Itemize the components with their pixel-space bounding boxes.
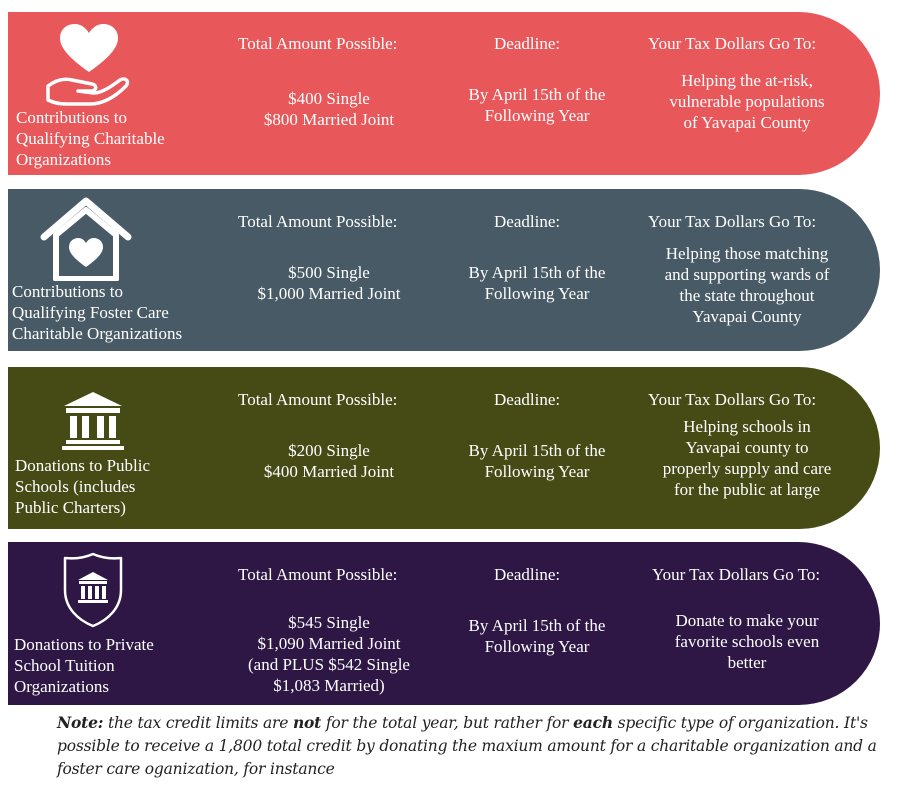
private-school-tuition-row <box>8 542 880 705</box>
goto-line: Donate to make your <box>675 611 819 630</box>
deadline-line: Following Year <box>484 462 590 481</box>
deadline-line: By April 15th of the <box>468 616 606 635</box>
goto-value <box>642 243 852 327</box>
goto-line: Helping the at-risk, <box>681 71 813 90</box>
org-line: Charitable Organizations <box>12 324 183 343</box>
goto-line: Yavapai County <box>692 307 802 326</box>
amount-line: $1,090 Married Joint <box>257 634 401 653</box>
amount-line: $400 Married Joint <box>263 462 395 481</box>
deadline-line: Following Year <box>484 637 590 656</box>
deadline-header: Deadline: <box>494 212 561 231</box>
org-line: Contributions to <box>16 108 127 127</box>
org-name <box>16 107 165 170</box>
deadline-header: Deadline: <box>494 34 561 53</box>
goto-line: for the public at large <box>673 480 821 499</box>
amount-line: $545 Single <box>288 613 370 632</box>
amount-header: Total Amount Possible: <box>238 565 398 584</box>
goto-header: Your Tax Dollars Go To: <box>648 34 817 53</box>
private-school-crest-icon <box>62 552 124 628</box>
goto-line: favorite schools even <box>674 632 820 651</box>
org-line: Public Charters) <box>15 498 126 517</box>
amount-line: $400 Single <box>288 89 370 108</box>
amount-line: $500 Single <box>288 263 370 282</box>
amount-value <box>224 262 434 304</box>
goto-line: of Yavapai County <box>683 113 811 132</box>
amount-value <box>224 440 434 482</box>
footnote <box>57 711 887 781</box>
goto-line: vulnerable populations <box>669 92 825 111</box>
deadline-line: Following Year <box>484 106 590 125</box>
goto-line: Helping schools in <box>683 417 811 436</box>
org-line: Schools (includes <box>15 477 136 496</box>
amount-line: (and PLUS $542 Single <box>248 655 410 674</box>
note-text: specific type of organization. It's possible to receive a 1,800 total credit by donating the maxium amount for a charitable organization and a foster care oganization, for instance <box>57 714 877 778</box>
org-line: Qualifying Foster Care <box>12 303 169 322</box>
goto-line: and supporting wards of <box>664 265 830 284</box>
public-schools-row <box>8 367 880 529</box>
deadline-header: Deadline: <box>494 390 561 409</box>
amount-line: $800 Married Joint <box>263 110 395 129</box>
public-building-icon <box>62 392 124 450</box>
charitable-organizations-row <box>8 12 880 175</box>
deadline-line: By April 15th of the <box>468 85 606 104</box>
goto-header: Your Tax Dollars Go To: <box>652 565 821 584</box>
heart-in-hand-icon <box>46 24 132 108</box>
org-name <box>12 281 182 344</box>
amount-line: $200 Single <box>288 441 370 460</box>
note-text: for the total year, but rather for <box>321 714 574 732</box>
org-name <box>15 455 150 518</box>
goto-value <box>642 70 852 133</box>
org-line: Organizations <box>16 150 112 169</box>
deadline-line: Following Year <box>484 284 590 303</box>
note-label: Note: <box>57 713 104 732</box>
goto-header: Your Tax Dollars Go To: <box>648 390 817 409</box>
goto-value <box>642 416 852 500</box>
amount-header: Total Amount Possible: <box>238 212 398 231</box>
amount-value <box>224 88 434 130</box>
amount-line: $1,000 Married Joint <box>257 284 401 303</box>
deadline-value <box>442 262 632 304</box>
org-line: Contributions to <box>12 282 123 301</box>
amount-value <box>224 612 434 696</box>
amount-line: $1,083 Married) <box>273 676 385 695</box>
deadline-header: Deadline: <box>494 565 561 584</box>
goto-line: Yavapai county to <box>685 438 809 457</box>
goto-line: Helping those matching <box>665 244 829 263</box>
amount-header: Total Amount Possible: <box>238 390 398 409</box>
deadline-value <box>442 84 632 126</box>
org-line: Organizations <box>14 677 110 696</box>
deadline-value <box>442 440 632 482</box>
deadline-line: By April 15th of the <box>468 263 606 282</box>
goto-header: Your Tax Dollars Go To: <box>648 212 817 231</box>
org-line: Donations to Public <box>15 456 151 475</box>
note-text: the tax credit limits are <box>103 714 293 732</box>
note-emphasis: not <box>292 713 322 732</box>
goto-line: the state throughout <box>679 286 815 305</box>
goto-line: better <box>727 653 767 672</box>
deadline-line: By April 15th of the <box>468 441 606 460</box>
note-emphasis: each <box>573 713 613 732</box>
org-line: School Tuition <box>14 656 115 675</box>
deadline-value <box>442 615 632 657</box>
org-line: Qualifying Charitable <box>16 129 165 148</box>
org-name <box>14 634 154 697</box>
org-line: Donations to Private <box>14 635 154 654</box>
amount-header: Total Amount Possible: <box>238 34 398 53</box>
goto-line: properly supply and care <box>662 459 832 478</box>
goto-value <box>642 610 852 673</box>
foster-care-organizations-row <box>8 189 880 351</box>
house-heart-icon <box>40 197 132 281</box>
